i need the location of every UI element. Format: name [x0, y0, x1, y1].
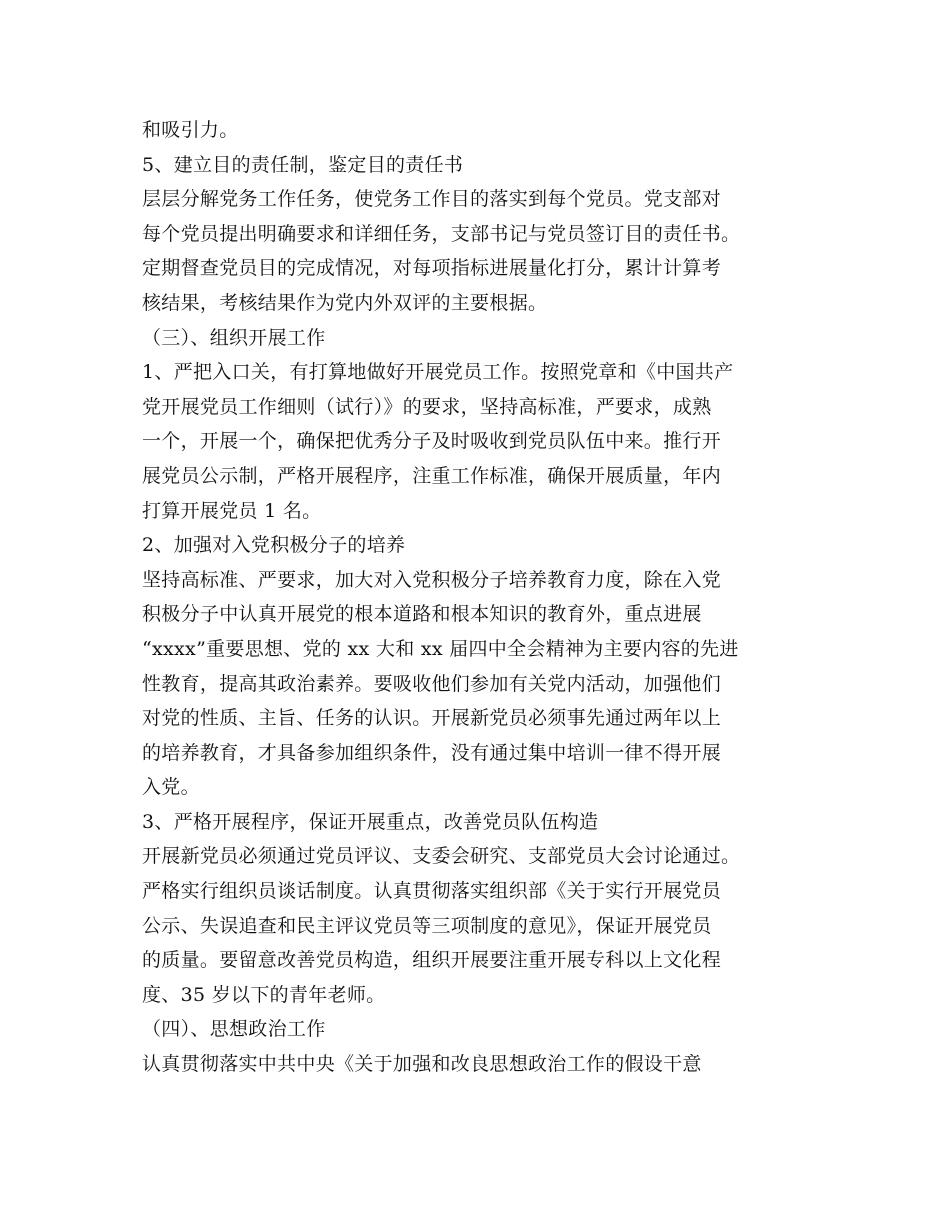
section-heading: 2、加强对入党积极分子的培养 [142, 534, 406, 557]
text-line: 认真贯彻落实中共中央《关于加强和改良思想政治工作的假设干意 [142, 1053, 702, 1076]
text-line: 积极分子中认真开展党的根本道路和根本知识的教育外，重点进展 [142, 603, 702, 626]
section-heading: （四）、思想政治工作 [142, 1018, 326, 1041]
section-heading: 3、严格开展程序，保证开展重点，改善党员队伍构造 [142, 810, 599, 833]
section-heading: （三）、组织开展工作 [142, 326, 326, 349]
text-line: 入党。 [142, 776, 200, 799]
text-line: 一个，开展一个，确保把优秀分子及时吸收到党员队伍中来。推行开 [142, 430, 722, 453]
text-line: 公示、失误追查和民主评议党员等三项制度的意见》，保证开展党员 [142, 914, 712, 937]
text-line: 每个党员提出明确要求和详细任务，支部书记与党员签订目的责任书。 [142, 222, 741, 245]
text-line: 展党员公示制，严格开展程序，注重工作标准，确保开展质量，年内 [142, 464, 722, 487]
text-line: “xxxx”重要思想、党的 xx 大和 xx 届四中全会精神为主要内容的先进 [142, 637, 739, 660]
text-line: 度、35 岁以下的青年老师。 [142, 983, 386, 1006]
text-line: 开展新党员必须通过党员评议、支委会研究、支部党员大会讨论通过。 [142, 845, 741, 868]
text-line: 对党的性质、主旨、任务的认识。开展新党员必须事先通过两年以上 [142, 707, 722, 730]
text-line: 坚持高标准、严要求，加大对入党积极分子培养教育力度，除在入党 [142, 568, 722, 591]
text-line: 的培养教育，才具备参加组织条件，没有通过集中培训一律不得开展 [142, 741, 722, 764]
text-line: 层层分解党务工作任务，使党务工作目的落实到每个党员。党支部对 [142, 188, 722, 211]
text-line: 和吸引力。 [142, 119, 239, 141]
document-body [142, 113, 822, 1082]
text-line: 性教育，提高其政治素养。要吸收他们参加有关党内活动，加强他们 [142, 672, 722, 695]
text-line: 严格实行组织员谈话制度。认真贯彻落实组织部《关于实行开展党员 [142, 880, 722, 903]
text-line: 核结果，考核结果作为党内外双评的主要根据。 [142, 291, 548, 314]
section-heading: 5、建立目的责任制，鉴定目的责任书 [142, 153, 464, 176]
text-line: 党开展党员工作细则（试行）》的要求，坚持高标准，严要求，成熟 [142, 395, 712, 418]
text-line: 打算开展党员 1 名。 [142, 499, 322, 522]
text-line: 1、严把入口关，有打算地做好开展党员工作。按照党章和《中国共产 [142, 361, 734, 384]
text-line: 的质量。要留意改善党员构造，组织开展要注重开展专科以上文化程 [142, 949, 722, 972]
text-line: 定期督查党员目的完成情况，对每项指标进展量化打分，累计计算考 [142, 257, 722, 280]
